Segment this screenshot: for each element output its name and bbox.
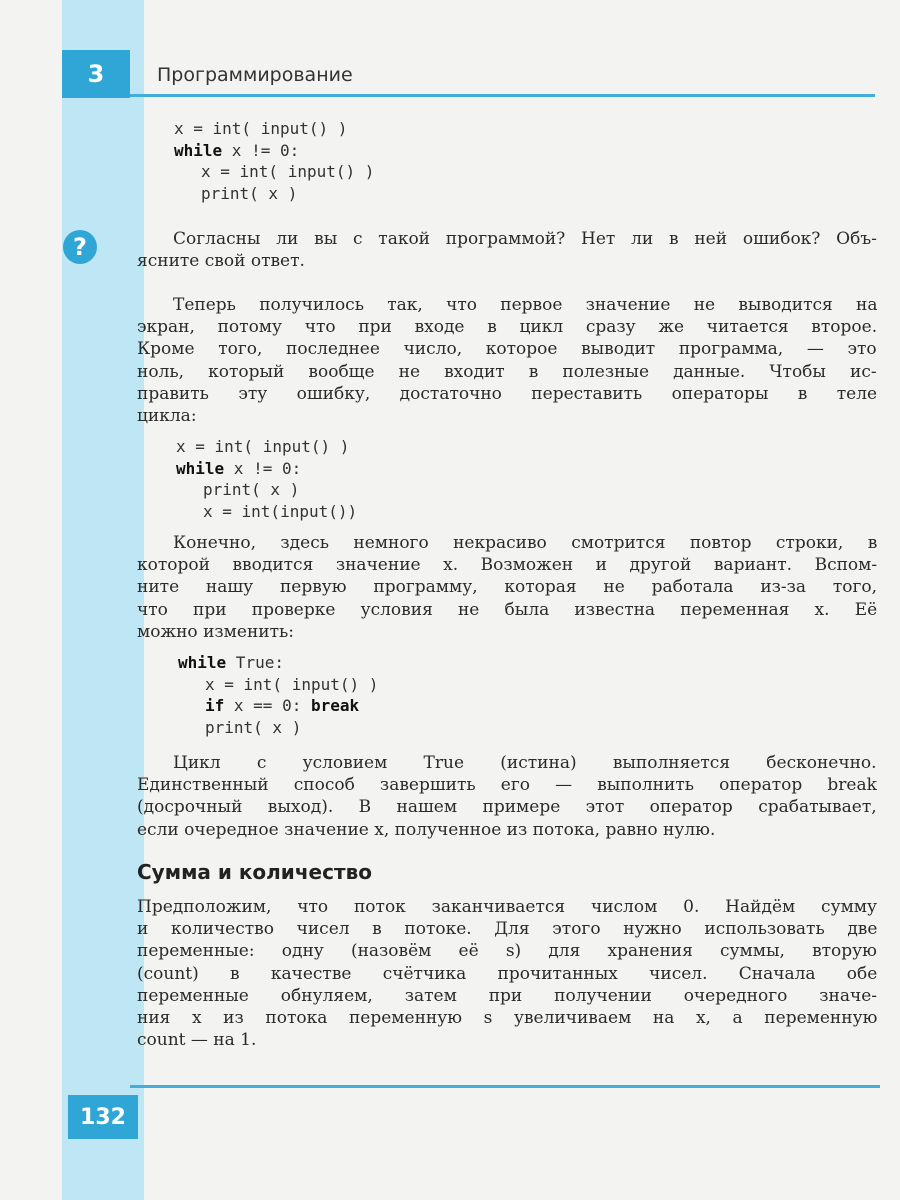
code-block-1 xyxy=(174,118,374,204)
text-line: (досрочный выход). В нашем примере этот оператор срабатывает, xyxy=(137,797,877,818)
margin-bar xyxy=(62,0,144,1200)
text-line: которой вводится значение x. Возможен и другой вариант. Вспом- xyxy=(137,555,878,576)
code-text: x = int( input() ) xyxy=(174,119,348,138)
code-keyword: while xyxy=(174,140,223,160)
text-line: править эту ошибку, достаточно переставить операторы в теле xyxy=(137,383,878,404)
text-line: переменные обнуляем, затем при получении очередного значе- xyxy=(137,985,878,1006)
text-line: ясните свой ответ. xyxy=(137,251,305,272)
text-line: Конечно, здесь немного некрасиво смотрится повтор строки, в xyxy=(173,533,878,553)
text-line: count — на 1. xyxy=(137,1030,257,1051)
code-text: print( x ) xyxy=(203,480,300,499)
text-line: Теперь получилось так, что первое значение не выводится на xyxy=(173,295,878,315)
code-text: x = int( input() ) xyxy=(201,162,375,181)
code-keyword: while xyxy=(178,653,227,672)
code-block-3 xyxy=(178,652,378,738)
paragraph-2 xyxy=(137,532,877,643)
text-line: Цикл с условием True (истина) выполняется бесконечно. xyxy=(173,753,877,773)
code-line xyxy=(176,479,357,501)
code-text: True: xyxy=(226,653,284,672)
code-block-2 xyxy=(176,436,357,522)
text-line: (count) в качестве счётчика прочитанных чисел. Сначала обе xyxy=(137,963,878,984)
code-line xyxy=(178,652,378,674)
paragraph-1 xyxy=(137,294,877,427)
code-line xyxy=(178,695,378,717)
section-heading: Сумма и количество xyxy=(137,860,372,884)
text-line: Предположим, что поток заканчивается числом 0. Найдём сумму xyxy=(137,897,878,917)
code-line xyxy=(178,717,378,739)
text-line: Согласны ли вы с такой программой? Нет ли в ней ошибок? Объ- xyxy=(173,229,877,249)
text-line: ните нашу первую программу, которая не работала из-за того, xyxy=(137,577,878,598)
code-text: x = int( input() ) xyxy=(176,437,350,456)
code-keyword: if xyxy=(205,696,225,715)
code-text: x == 0: xyxy=(224,696,311,715)
code-line xyxy=(174,140,374,162)
code-text: print( x ) xyxy=(201,183,298,203)
paragraph-3 xyxy=(137,752,877,841)
code-line xyxy=(176,436,357,458)
code-line xyxy=(176,458,357,480)
question-text xyxy=(137,228,877,272)
text-line: и количество чисел в потоке. Для этого нужно использовать две xyxy=(137,919,878,940)
header-rule xyxy=(130,94,875,97)
code-text: x != 0: xyxy=(222,140,300,160)
code-line xyxy=(176,501,357,523)
paragraph-4 xyxy=(137,896,877,1051)
text-line: цикла: xyxy=(137,405,197,426)
text-line: можно изменить: xyxy=(137,621,295,642)
chapter-title: Программирование xyxy=(157,64,353,86)
text-line: ния x из потока переменную s увеличиваем на x, а переменную xyxy=(137,1007,878,1028)
code-keyword: break xyxy=(310,696,360,715)
code-text: x = int(input()) xyxy=(203,501,358,521)
code-line xyxy=(174,118,374,140)
text-line: Единственный способ завершить его — выполнить оператор break xyxy=(137,775,877,796)
page-number: 132 xyxy=(68,1095,138,1139)
text-line: экран, потому что при входе в цикл сразу же читается второе. xyxy=(137,317,878,338)
text-line: что при проверке условия не была известна переменная x. Её xyxy=(137,599,878,620)
text-line: переменные: одну (назовём её s) для хранения суммы, вторую xyxy=(137,941,877,962)
text-line: ноль, который вообще не входит в полезные данные. Чтобы ис- xyxy=(137,361,877,382)
text-line: если очередное значение x, полученное из потока, равно нулю. xyxy=(137,819,716,840)
code-line xyxy=(174,183,374,205)
code-line xyxy=(178,674,378,696)
code-keyword: while xyxy=(176,458,225,478)
code-text: x != 0: xyxy=(224,458,302,478)
code-text: x = int( input() ) xyxy=(205,674,379,694)
code-line xyxy=(174,161,374,183)
text-line: Кроме того, последнее число, которое выводит программа, — это xyxy=(137,339,877,360)
code-text: print( x ) xyxy=(205,717,302,737)
chapter-number-tab: 3 xyxy=(62,50,130,98)
footer-rule xyxy=(130,1085,880,1088)
question-icon: ? xyxy=(63,230,97,264)
